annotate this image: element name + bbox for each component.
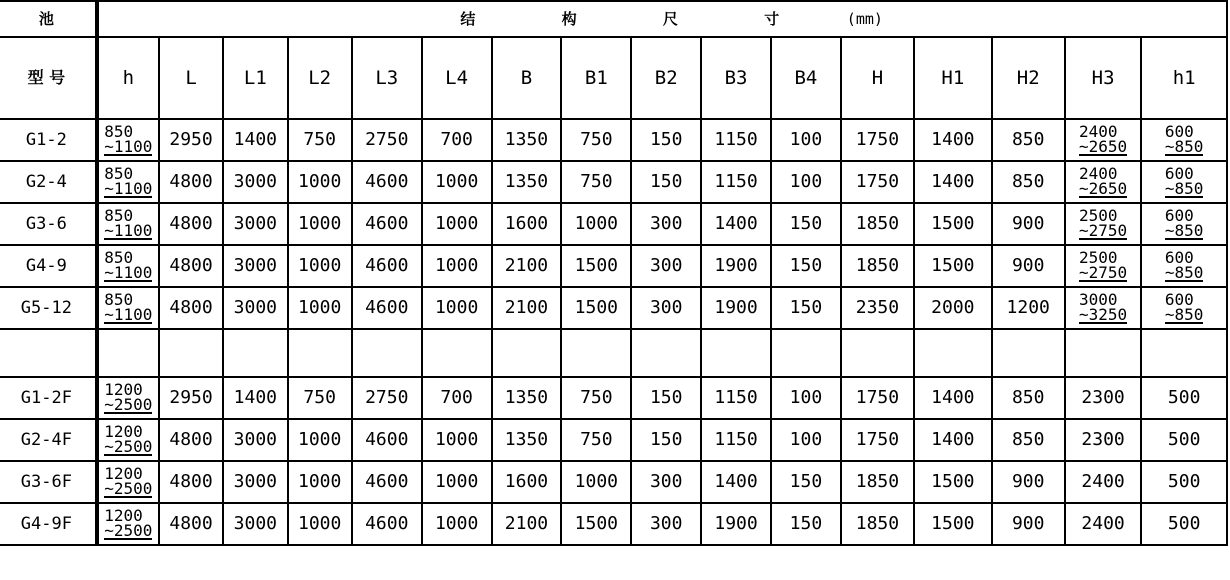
value-cell: 1500 — [914, 245, 992, 287]
range-value — [104, 421, 153, 456]
range-low: 850 — [104, 205, 134, 225]
range-high: ~2500 — [104, 437, 153, 456]
table-row — [0, 287, 1227, 329]
range-high: ~850 — [1164, 305, 1204, 324]
range-value — [104, 121, 153, 156]
model-label: 型 号 — [0, 37, 97, 119]
range-low: 600 — [1164, 121, 1194, 141]
structure-dimensions-title — [97, 1, 1227, 37]
value-cell: 4800 — [159, 461, 223, 503]
table-row — [0, 503, 1227, 545]
range-value — [1164, 163, 1204, 198]
value-cell: 1350 — [492, 119, 562, 161]
value-cell — [97, 119, 159, 161]
header-row-columns — [0, 37, 1227, 119]
value-cell: 1150 — [701, 377, 771, 419]
range-low: 2500 — [1078, 247, 1118, 267]
value-cell: 2300 — [1065, 419, 1142, 461]
empty-cell — [0, 329, 97, 377]
range-low: 1200 — [104, 463, 143, 483]
table-row — [0, 161, 1227, 203]
value-cell: 4600 — [352, 287, 422, 329]
empty-cell — [97, 329, 159, 377]
range-high: ~2650 — [1078, 137, 1128, 156]
value-cell: 100 — [771, 161, 841, 203]
range-low: 850 — [104, 121, 134, 141]
range-value — [104, 163, 153, 198]
value-cell: 3000 — [223, 461, 287, 503]
value-cell: 1500 — [914, 461, 992, 503]
value-cell: 1000 — [422, 161, 492, 203]
value-cell: 150 — [631, 377, 701, 419]
value-cell: 1850 — [841, 245, 914, 287]
model-cell: G1-2 — [0, 119, 97, 161]
value-cell: 2950 — [159, 119, 223, 161]
value-cell: 1400 — [701, 461, 771, 503]
value-cell: 900 — [992, 461, 1065, 503]
value-cell: 1350 — [492, 161, 562, 203]
empty-cell — [492, 329, 562, 377]
range-high: ~1100 — [104, 179, 153, 198]
value-cell: 1600 — [492, 203, 562, 245]
value-cell: 1400 — [914, 377, 992, 419]
value-cell: 850 — [992, 377, 1065, 419]
value-cell: 100 — [771, 419, 841, 461]
value-cell: 700 — [422, 377, 492, 419]
value-cell: 4800 — [159, 419, 223, 461]
range-low: 1200 — [104, 421, 143, 441]
value-cell: 500 — [1141, 377, 1227, 419]
value-cell: 1900 — [701, 287, 771, 329]
value-cell — [97, 203, 159, 245]
value-cell: 1000 — [288, 419, 352, 461]
range-high: ~2750 — [1078, 263, 1128, 282]
range-value — [1078, 247, 1128, 282]
table-row — [0, 119, 1227, 161]
column-header: B1 — [561, 37, 631, 119]
value-cell — [97, 287, 159, 329]
range-low: 3000 — [1078, 289, 1118, 309]
model-cell: G2-4 — [0, 161, 97, 203]
unit-label: (mm) — [846, 9, 883, 28]
value-cell: 1400 — [223, 119, 287, 161]
model-cell: G4-9 — [0, 245, 97, 287]
range-value — [1078, 205, 1128, 240]
model-cell: G5-12 — [0, 287, 97, 329]
value-cell: 750 — [561, 119, 631, 161]
range-high: ~850 — [1164, 179, 1204, 198]
empty-cell — [223, 329, 287, 377]
range-low: 2400 — [1078, 163, 1118, 183]
value-cell: 4800 — [159, 287, 223, 329]
value-cell: 1350 — [492, 377, 562, 419]
value-cell — [1065, 161, 1142, 203]
range-value — [1164, 247, 1204, 282]
value-cell: 300 — [631, 245, 701, 287]
column-header: L1 — [223, 37, 287, 119]
column-header: H1 — [914, 37, 992, 119]
value-cell — [1065, 203, 1142, 245]
value-cell: 1350 — [492, 419, 562, 461]
value-cell: 1750 — [841, 161, 914, 203]
value-cell: 150 — [771, 245, 841, 287]
value-cell: 1500 — [914, 503, 992, 545]
value-cell: 1750 — [841, 377, 914, 419]
value-cell: 1850 — [841, 203, 914, 245]
value-cell — [97, 419, 159, 461]
value-cell: 1000 — [561, 203, 631, 245]
value-cell: 1000 — [288, 161, 352, 203]
range-high: ~3250 — [1078, 305, 1128, 324]
range-low: 600 — [1164, 163, 1194, 183]
empty-cell — [841, 329, 914, 377]
value-cell: 3000 — [223, 245, 287, 287]
value-cell: 4800 — [159, 245, 223, 287]
table-row — [0, 203, 1227, 245]
empty-cell — [771, 329, 841, 377]
range-low: 850 — [104, 163, 134, 183]
value-cell: 1400 — [223, 377, 287, 419]
range-high: ~2650 — [1078, 179, 1128, 198]
value-cell — [1141, 119, 1227, 161]
model-cell: G3-6F — [0, 461, 97, 503]
value-cell: 1200 — [992, 287, 1065, 329]
value-cell — [1141, 245, 1227, 287]
column-header: L3 — [352, 37, 422, 119]
value-cell: 1150 — [701, 119, 771, 161]
value-cell: 100 — [771, 377, 841, 419]
value-cell: 1000 — [422, 461, 492, 503]
value-cell: 900 — [992, 203, 1065, 245]
title-char: 构 — [561, 9, 577, 28]
range-high: ~850 — [1164, 263, 1204, 282]
value-cell: 4800 — [159, 161, 223, 203]
column-header: L — [159, 37, 223, 119]
title-char: 结 — [460, 9, 476, 28]
range-value — [104, 247, 153, 282]
range-low: 600 — [1164, 247, 1194, 267]
range-low: 850 — [104, 289, 134, 309]
value-cell: 2750 — [352, 377, 422, 419]
model-cell: G1-2F — [0, 377, 97, 419]
column-header: L4 — [422, 37, 492, 119]
value-cell: 750 — [561, 419, 631, 461]
value-cell: 1000 — [288, 503, 352, 545]
value-cell: 1000 — [422, 203, 492, 245]
value-cell: 2350 — [841, 287, 914, 329]
value-cell: 4600 — [352, 161, 422, 203]
range-low: 2500 — [1078, 205, 1118, 225]
value-cell — [1065, 245, 1142, 287]
value-cell: 1000 — [422, 287, 492, 329]
value-cell: 1500 — [561, 503, 631, 545]
value-cell: 150 — [771, 461, 841, 503]
value-cell: 850 — [992, 161, 1065, 203]
value-cell — [97, 377, 159, 419]
value-cell: 2750 — [352, 119, 422, 161]
value-cell: 4600 — [352, 245, 422, 287]
range-high: ~1100 — [104, 137, 153, 156]
empty-cell — [561, 329, 631, 377]
model-cell: G3-6 — [0, 203, 97, 245]
value-cell: 700 — [422, 119, 492, 161]
range-low: 1200 — [104, 505, 143, 525]
value-cell: 1850 — [841, 461, 914, 503]
value-cell: 150 — [631, 119, 701, 161]
value-cell — [1141, 287, 1227, 329]
value-cell: 3000 — [223, 503, 287, 545]
header-row-title — [0, 1, 1227, 37]
range-high: ~2500 — [104, 395, 153, 414]
value-cell: 1000 — [422, 419, 492, 461]
value-cell: 500 — [1141, 419, 1227, 461]
value-cell: 2100 — [492, 245, 562, 287]
range-high: ~850 — [1164, 221, 1204, 240]
value-cell: 150 — [631, 161, 701, 203]
range-high: ~1100 — [104, 221, 153, 240]
value-cell: 1000 — [288, 203, 352, 245]
value-cell: 1500 — [561, 245, 631, 287]
value-cell: 300 — [631, 287, 701, 329]
table-row — [0, 245, 1227, 287]
empty-cell — [1065, 329, 1142, 377]
range-value — [104, 463, 153, 498]
column-header: B3 — [701, 37, 771, 119]
value-cell — [97, 245, 159, 287]
range-value — [104, 289, 153, 324]
range-value — [104, 379, 153, 414]
value-cell: 1900 — [701, 503, 771, 545]
empty-cell — [288, 329, 352, 377]
range-high: ~2500 — [104, 479, 153, 498]
empty-cell — [701, 329, 771, 377]
value-cell: 1000 — [561, 461, 631, 503]
column-header: H2 — [992, 37, 1065, 119]
value-cell: 1850 — [841, 503, 914, 545]
range-high: ~2500 — [104, 521, 153, 540]
empty-cell — [914, 329, 992, 377]
value-cell — [97, 503, 159, 545]
model-cell: G4-9F — [0, 503, 97, 545]
value-cell: 2400 — [1065, 503, 1142, 545]
column-header: h — [97, 37, 159, 119]
value-cell: 3000 — [223, 419, 287, 461]
value-cell: 150 — [771, 287, 841, 329]
value-cell: 1150 — [701, 419, 771, 461]
value-cell: 2300 — [1065, 377, 1142, 419]
range-value — [1078, 289, 1128, 324]
value-cell: 1000 — [288, 461, 352, 503]
value-cell: 500 — [1141, 461, 1227, 503]
range-value — [1078, 163, 1128, 198]
empty-cell — [631, 329, 701, 377]
range-low: 2400 — [1078, 121, 1118, 141]
value-cell — [97, 461, 159, 503]
value-cell: 1000 — [288, 287, 352, 329]
value-cell: 1400 — [914, 419, 992, 461]
range-value — [1164, 289, 1204, 324]
value-cell: 300 — [631, 461, 701, 503]
value-cell: 1900 — [701, 245, 771, 287]
range-value — [104, 505, 153, 540]
column-header: L2 — [288, 37, 352, 119]
value-cell: 4600 — [352, 203, 422, 245]
range-low: 850 — [104, 247, 134, 267]
value-cell: 750 — [561, 161, 631, 203]
value-cell — [1065, 119, 1142, 161]
range-high: ~850 — [1164, 137, 1204, 156]
value-cell: 1750 — [841, 119, 914, 161]
value-cell: 4600 — [352, 419, 422, 461]
value-cell: 2100 — [492, 287, 562, 329]
title-char: 尺 — [662, 9, 678, 28]
value-cell: 2100 — [492, 503, 562, 545]
value-cell: 300 — [631, 503, 701, 545]
table-row — [0, 461, 1227, 503]
value-cell: 1000 — [422, 245, 492, 287]
value-cell: 150 — [771, 503, 841, 545]
value-cell: 1400 — [701, 203, 771, 245]
value-cell: 4600 — [352, 503, 422, 545]
value-cell — [1065, 287, 1142, 329]
value-cell: 900 — [992, 503, 1065, 545]
column-header: B2 — [631, 37, 701, 119]
column-header: B — [492, 37, 562, 119]
value-cell: 3000 — [223, 287, 287, 329]
empty-cell — [422, 329, 492, 377]
value-cell: 1400 — [914, 161, 992, 203]
value-cell — [1141, 203, 1227, 245]
value-cell: 4800 — [159, 503, 223, 545]
range-value — [1164, 121, 1204, 156]
column-header: H — [841, 37, 914, 119]
value-cell: 150 — [631, 419, 701, 461]
range-high: ~1100 — [104, 263, 153, 282]
value-cell: 1500 — [561, 287, 631, 329]
table-row — [0, 377, 1227, 419]
value-cell: 850 — [992, 419, 1065, 461]
value-cell: 2000 — [914, 287, 992, 329]
column-header: H3 — [1065, 37, 1142, 119]
value-cell: 150 — [771, 203, 841, 245]
title-char: 寸 — [764, 9, 780, 28]
value-cell: 750 — [561, 377, 631, 419]
value-cell: 900 — [992, 245, 1065, 287]
value-cell: 850 — [992, 119, 1065, 161]
value-cell: 1750 — [841, 419, 914, 461]
empty-cell — [992, 329, 1065, 377]
value-cell: 2950 — [159, 377, 223, 419]
value-cell: 500 — [1141, 503, 1227, 545]
separator-row — [0, 329, 1227, 377]
empty-cell — [159, 329, 223, 377]
value-cell: 3000 — [223, 161, 287, 203]
range-low: 600 — [1164, 205, 1194, 225]
value-cell: 1000 — [288, 245, 352, 287]
value-cell: 750 — [288, 119, 352, 161]
range-value — [1078, 121, 1128, 156]
range-low: 600 — [1164, 289, 1194, 309]
value-cell — [1141, 161, 1227, 203]
table-row — [0, 419, 1227, 461]
range-value — [104, 205, 153, 240]
value-cell — [97, 161, 159, 203]
value-cell: 3000 — [223, 203, 287, 245]
value-cell: 4800 — [159, 203, 223, 245]
value-cell: 100 — [771, 119, 841, 161]
model-cell: G2-4F — [0, 419, 97, 461]
range-high: ~1100 — [104, 305, 153, 324]
value-cell: 2400 — [1065, 461, 1142, 503]
range-high: ~2750 — [1078, 221, 1128, 240]
empty-cell — [1141, 329, 1227, 377]
column-header: h1 — [1141, 37, 1227, 119]
value-cell: 1500 — [914, 203, 992, 245]
value-cell: 750 — [288, 377, 352, 419]
range-value — [1164, 205, 1204, 240]
column-header: B4 — [771, 37, 841, 119]
pool-label: 池 — [0, 1, 97, 37]
range-low: 1200 — [104, 379, 143, 399]
value-cell: 4600 — [352, 461, 422, 503]
value-cell: 1600 — [492, 461, 562, 503]
empty-cell — [352, 329, 422, 377]
value-cell: 1000 — [422, 503, 492, 545]
value-cell: 300 — [631, 203, 701, 245]
value-cell: 1150 — [701, 161, 771, 203]
value-cell: 1400 — [914, 119, 992, 161]
